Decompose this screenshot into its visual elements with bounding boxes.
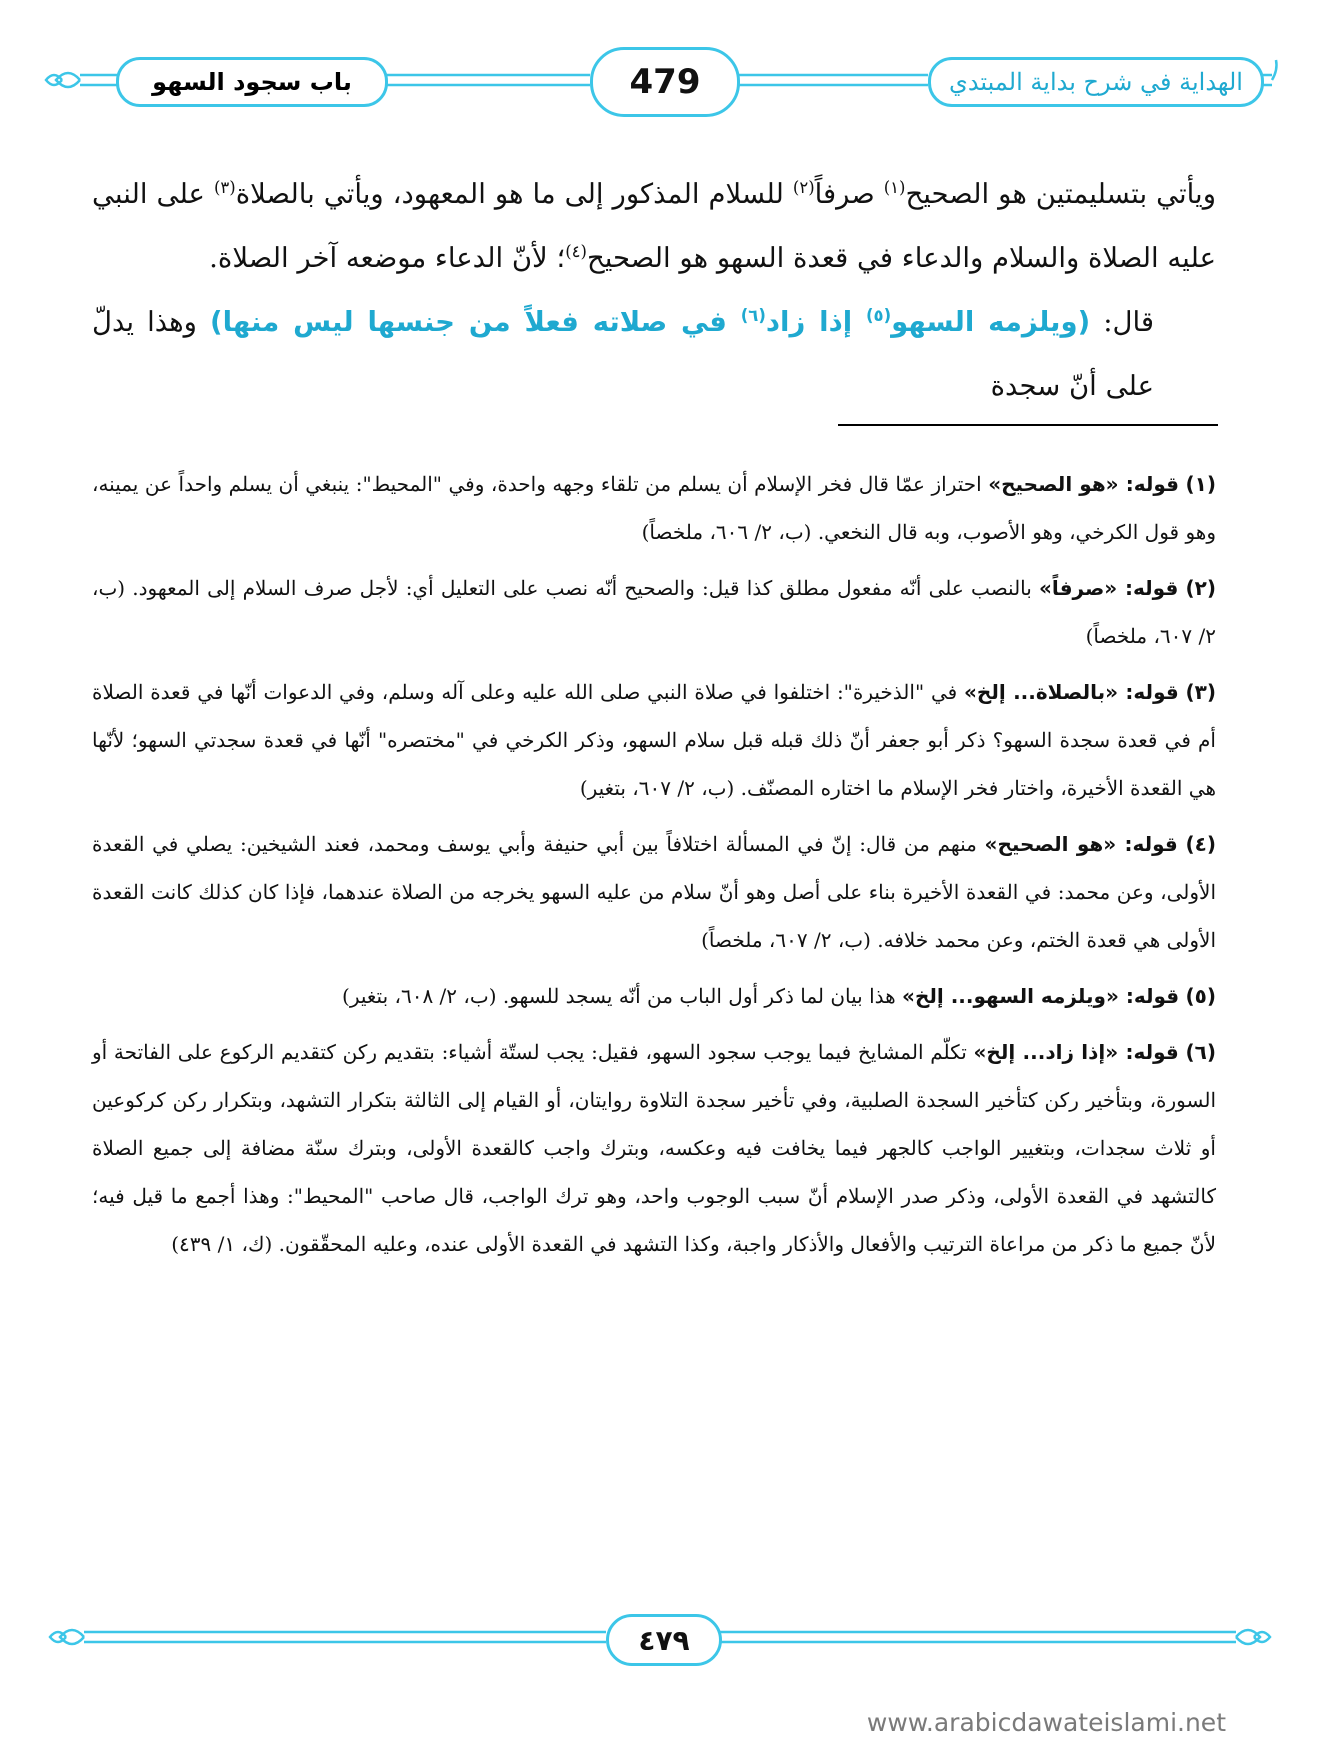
footnote: [92, 668, 1216, 812]
page-header: [40, 45, 1280, 115]
footnote-label: قوله: «إذا زاد... إلخ»: [973, 1040, 1179, 1064]
footnote-marker: (٤): [565, 241, 587, 261]
chapter-title: باب سجود السهو: [116, 57, 388, 107]
matn-text: (ويلزمه السهو: [891, 306, 1091, 338]
matn-text: إذا زاد: [765, 306, 866, 338]
footnote-marker: (٥): [865, 305, 892, 325]
main-text: [92, 162, 1216, 418]
footnote: [92, 820, 1216, 964]
footnote-label: قوله: «هو الصحيح»: [988, 472, 1179, 496]
footnote-label: قوله: «صرفاً»: [1039, 576, 1179, 600]
footnote-number: (٥): [1185, 984, 1216, 1008]
footnote: [92, 460, 1216, 556]
footer-page-number: ٤٧٩: [606, 1614, 722, 1666]
footnote-number: (١): [1185, 472, 1216, 496]
footnote-separator: [838, 424, 1218, 426]
footnotes: [92, 460, 1216, 1276]
footnote-label: قوله: «هو الصحيح»: [984, 832, 1178, 856]
text-span: وهذا يدلّ على أنّ سجدة: [92, 306, 1154, 402]
footnote: [92, 1028, 1216, 1268]
website-url[interactable]: www.arabicdawateislami.net: [866, 1708, 1226, 1737]
page-footer: [40, 1608, 1280, 1668]
footnote-number: (٤): [1185, 832, 1216, 856]
footnote-number: (٢): [1185, 576, 1216, 600]
text-span: قال:: [1090, 306, 1154, 338]
page-number: 479: [590, 47, 740, 117]
footnote-marker: (٢): [792, 177, 815, 197]
footnote-number: (٣): [1185, 680, 1217, 704]
book-title: الهداية في شرح بداية المبتدي: [928, 57, 1264, 107]
text-span: للسلام المذكور إلى ما هو المعهود، ويأتي بالصلاة: [235, 178, 793, 210]
footnote-text: بالنصب على أنّه مفعول مطلق كذا قيل: والصحيح أنّه نصب على التعليل أي: لأجل صرف السلام إلى المعهود. (ب، ٢/ ٦٠٧، ملخصاً): [92, 576, 1216, 648]
footnote-text: هذا بيان لما ذكر أول الباب من أنّه يسجد للسهو. (ب، ٢/ ٦٠٨، بتغير): [342, 984, 903, 1008]
text-span: صرفاً: [814, 178, 884, 210]
footnote-text: في "الذخيرة": اختلفوا في صلاة النبي صلى الله عليه وعلى آله وسلم، وفي الدعوات أنّها في قعدة الصلاة أم في قعدة سجدة السهو؟ ذكر أبو جعفر أنّ ذلك قبله قبل سلام السهو، وذكر الكرخي في "مختصره" أنّها في قعدة سجدتي السهو؛ لأنّها هي القعدة الأخيرة، واختار فخر الإسلام ما اختاره المصنّف. (ب، ٢/ ٦٠٧، بتغير): [92, 680, 1216, 800]
text-span: ويأتي بتسليمتين هو الصحيح: [905, 178, 1216, 210]
text-span: على النبي عليه الصلاة والسلام والدعاء في قعدة السهو هو الصحيح: [92, 178, 1216, 274]
text-span: ؛ لأنّ الدعاء موضعه آخر الصلاة.: [209, 242, 566, 274]
footnote-text: منهم من قال: إنّ في المسألة اختلافاً بين أبي حنيفة وأبي يوسف ومحمد، فعند الشيخين: يصلي في القعدة الأولى، وعن محمد: في القعدة الأخيرة بناء على أصل وهو أنّ سلام من عليه السهو يخرجه من الصلاة عندهما، فإذا كان كذلك كانت القعدة الأولى هي قعدة الختم، وعن محمد خلافه. (ب، ٢/ ٦٠٧، ملخصاً): [92, 832, 1216, 952]
footnote-text: تكلّم المشايخ فيما يوجب سجود السهو، فقيل: يجب لستّة أشياء: بتقديم ركن كتقديم الركوع على الفاتحة أو السورة، وبتأخير ركن كتأخير السجدة الصلبية، وفي تأخير سجدة التلاوة روايتان، أو القيام إلى الثالثة بتكرار التشهد، وبتكرار ركن كركوعين أو ثلاث سجدات، وبتغيير الواجب كالجهر فيما يخافت فيه وعكسه، وبترك واجب كالقعدة الأولى، وبترك سنّة مضافة إلى جميع الصلاة كالتشهد في القعدة الأولى، وذكر صدر الإسلام أنّ سبب الوجوب واحد، وهو ترك الواجب، قال صاحب "المحيط": وهذا أجمع ما قيل فيه؛ لأنّ جميع ما ذكر من مراعاة الترتيب والأفعال والأذكار واجبة، وكذا التشهد في القعدة الأولى عنده، وعليه المحقّقون. (ك، ١/ ٤٣٩): [92, 1040, 1216, 1256]
footnote-marker: (١): [883, 177, 906, 197]
footnote-number: (٦): [1185, 1040, 1217, 1064]
footnote-marker: (٦): [740, 305, 766, 325]
matn-text: في صلاته فعلاً من جنسها ليس منها): [210, 306, 741, 338]
footnote-marker: (٣): [213, 177, 236, 197]
footnote: [92, 972, 1216, 1020]
footnote-label: قوله: «بالصلاة... إلخ»: [963, 680, 1179, 704]
main-paragraph: [92, 290, 1216, 418]
footnote-text: احتراز عمّا قال فخر الإسلام أن يسلم من تلقاء وجهه واحدة، وفي "المحيط": ينبغي أن يسلم واحداً عن يمينه، وهو قول الكرخي، وهو الأصوب، وبه قال النخعي. (ب، ٢/ ٦٠٦، ملخصاً): [92, 472, 1216, 544]
footnote-label: قوله: «ويلزمه السهو... إلخ»: [902, 984, 1180, 1008]
footnote: [92, 564, 1216, 660]
main-paragraph: [92, 162, 1216, 290]
